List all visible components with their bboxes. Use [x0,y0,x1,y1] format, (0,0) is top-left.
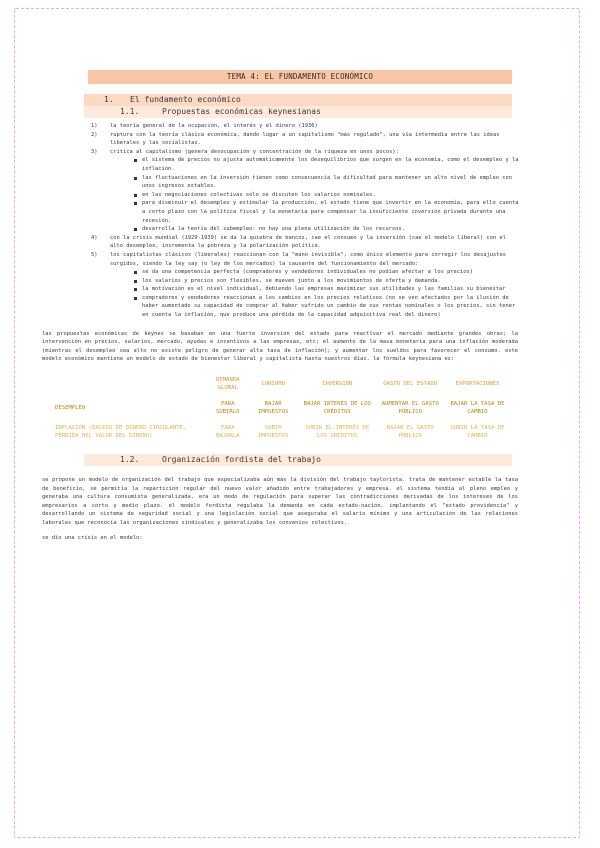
bullet-text: las fluctuaciones en la inversión tienen como consecuencia la dificultad para mantener un alto nivel de empleo con unos ingresos estables. [142,174,512,190]
bullet-list [84,156,520,233]
list-text: ruptura con la teoría clásica económica, dando lugar a un capitalismo "más regulado", una vía intermedia entre las ideas liberales y las socialistas. [110,131,500,147]
bullet-icon [134,202,137,205]
table-row [52,396,512,420]
table-header-cell: EXPORTACIONES [455,381,500,388]
subsection-heading-1-2 [84,454,512,466]
subsection-heading-1-1 [84,106,512,118]
bullet-item [44,268,520,277]
table-header-cell: DEMANDA GLOBAL [215,377,240,392]
numbered-list [44,234,520,268]
bullet-item [44,191,520,200]
bullet-list [84,268,520,320]
numbered-list [44,122,520,156]
list-number: 4) [91,234,98,241]
subsection-number: 1.1. [120,107,140,116]
section-number: 1. [104,95,114,104]
list-item [44,131,520,148]
table-cell: SUBIR IMPUESTOS [258,425,289,440]
bullet-text: se da una competencia perfecta (compradores y vendedores individuales no podían afectar a los precios) [142,269,474,276]
bullet-item [44,285,520,294]
bullet-icon [134,280,137,283]
table-cell: PARA SUBIRLO [215,401,240,416]
bullet-item [44,174,520,191]
bullet-icon [134,288,137,291]
subsection-label: Propuestas económicas keynesianas [162,107,321,116]
row-label: INFLACIÓN (EXCESO DE DINERO CIRCULANTE, PÉRDIDA DEL VALOR DEL DINERO) [55,425,187,440]
list-text: crítica al capitalismo (genera desocupación y concentración de la riqueza en unos pocos): [110,148,399,155]
list-text: la teoría general de la ocupación, el interés y el dinero (1936) [110,123,318,129]
section-heading-1 [84,94,512,106]
subsection-label: Organización fordista del trabajo [162,455,321,465]
table-cell: SUBIR LA TASA DE CAMBIO [450,425,505,440]
table-cell: BAJAR INTERÉS DE LOS CRÉDITOS [303,401,371,416]
row-label: DESEMPLEO [55,405,86,412]
list-number: 5) [91,251,98,258]
bullet-icon [134,194,137,197]
list-number: 3) [91,148,98,155]
table-cell: AUMENTAR EL GASTO PÚBLICO [381,401,439,416]
bullet-item [44,199,520,225]
table-corner [52,372,206,396]
bullet-text: el sistema de precios no ajusta automáticamente los desequilibrios que surgen en la economía, como el desempleo y la inflación. [142,157,519,172]
bullet-item [44,294,520,320]
bullet-item [44,156,520,173]
table-cell: BAJAR LA TASA DE CAMBIO [450,401,505,416]
table-header-cell: GASTO DEL ESTADO [383,381,438,388]
bullet-icon [134,271,137,274]
paragraph-keynes: las propuestas económicas de keynes se basaban en una fuerte inversión del estado para reactivar el mercado mediante grandes obras; la intervención en precios, salarios, mercado, ayudas e incentivos a las empresas, etc; el aumento de la masa monetaria para una inflación moderada (mientras el desempleo sea alto no existe peligro de generar alta tasa de inflación); y aumentar los sueldos para favorecer el consumo. este modelo económico mantiene un modelo de estado de bienestar liberal y capitalista hasta nuestros días. la fórmula keynesiana es: [42,330,518,363]
bullet-text: compradores y vendedores reaccionan a los cambios en los precios relativos (no se ven afectados por la ilusión de haber aumentado su capacidad de comprar al haber sufrido un cambio de sus rentas nominales o los precios, sin tener en cuenta la inflación, que produce una pérdida de la capacidad adquisitiva real del dinero) [142,294,516,319]
table-cell: PARA BAJARLA [215,425,240,440]
list-number: 1) [91,123,98,129]
bullet-item [44,277,520,286]
table-row [52,420,512,444]
bullet-icon [134,228,137,231]
table-cell: SUBIR EL INTERÉS DE LOS CRÉDITOS [305,425,370,440]
table-header-cell: CONSUMO [261,381,285,388]
table-header-cell: INVERSIÓN [322,381,353,388]
list-item [44,251,520,268]
paragraph-fordism: se propone un modelo de organización del trabajo que especializaba aún más la división del trabajo taylorista. trata de mantener estable la tasa de beneficio, se permitía la repartición regular del nuevo valor añadido entre trabajadores y empresa. el sistema tendía al pleno empleo y generaba una cultura consumista generalizada. era un modo de regulación para superar las contradicciones derivadas de los intereses de los empresarios a corto y medio plazo. el modelo fordista regulaba la demanda en cada estado-nación, implantando el "estado providencia" y desarrollando un sistema de seguridad social y una legislación social que aseguraba el salario mínimo y una articulación de las relaciones laborales que reconocía las organizaciones sindicales y generalizaba los convenios colectivos. [42,477,518,526]
list-number: 2) [91,131,98,138]
bullet-text: la motivación es el nivel individual, debiendo las empresas maximizar sus utilidades y las familias su bienestar [142,286,506,293]
bullet-text: los salarios y precios son flexibles, se mueven junto a los movimientos de oferta y demanda. [142,277,441,284]
paragraph-crisis: se dio una crisis en el modelo: [42,534,143,541]
bullet-icon [134,297,137,300]
section-label: El fundamento económico [130,95,241,104]
document-title: TEMA 4: EL FUNDAMENTO ECONÓMICO [88,70,512,84]
bullet-item [44,225,520,234]
list-item [44,148,520,157]
list-item [44,122,520,131]
list-text: con la crisis mundial (1929-1939) se da la quiebra de bancos, cae el consumo y la inversión (cae el modelo liberal) con el alto desempleo, incrementa la pobreza y la polarización política. [110,234,506,250]
table-cell: BAJAR IMPUESTOS [258,401,289,416]
document-page [42,70,520,548]
list-text: los capitalistas clásicos (liberales) reaccionan con la "mano invisible", como único elemento para corregir los desajustes surgidos, siendo la ley say (o ley de los mercados) la causante del funcionamiento del mercado: [110,251,506,267]
bullet-icon [134,177,137,180]
table-header-row [52,372,512,396]
bullet-icon [134,159,137,162]
subsection-number: 1.2. [120,455,140,465]
list-item [44,234,520,251]
bullet-text: en las negociaciones colectivas sólo se discuten los salarios nominales. [142,191,376,198]
bullet-text: desarrolla la teoría del subempleo: no hay una plena utilización de los recursos. [142,226,405,233]
bullet-text: para disminuir el desempleo y estimular la producción, el estado tiene que invertir en la economía, para ello cuenta a corto plazo con la política fiscal y la monetaria para compensar la insuficiente inversión privada durante una recesión. [142,200,519,224]
keynes-formula-table [52,372,512,444]
table-cell: BAJAR EL GASTO PÚBLICO [386,425,434,440]
